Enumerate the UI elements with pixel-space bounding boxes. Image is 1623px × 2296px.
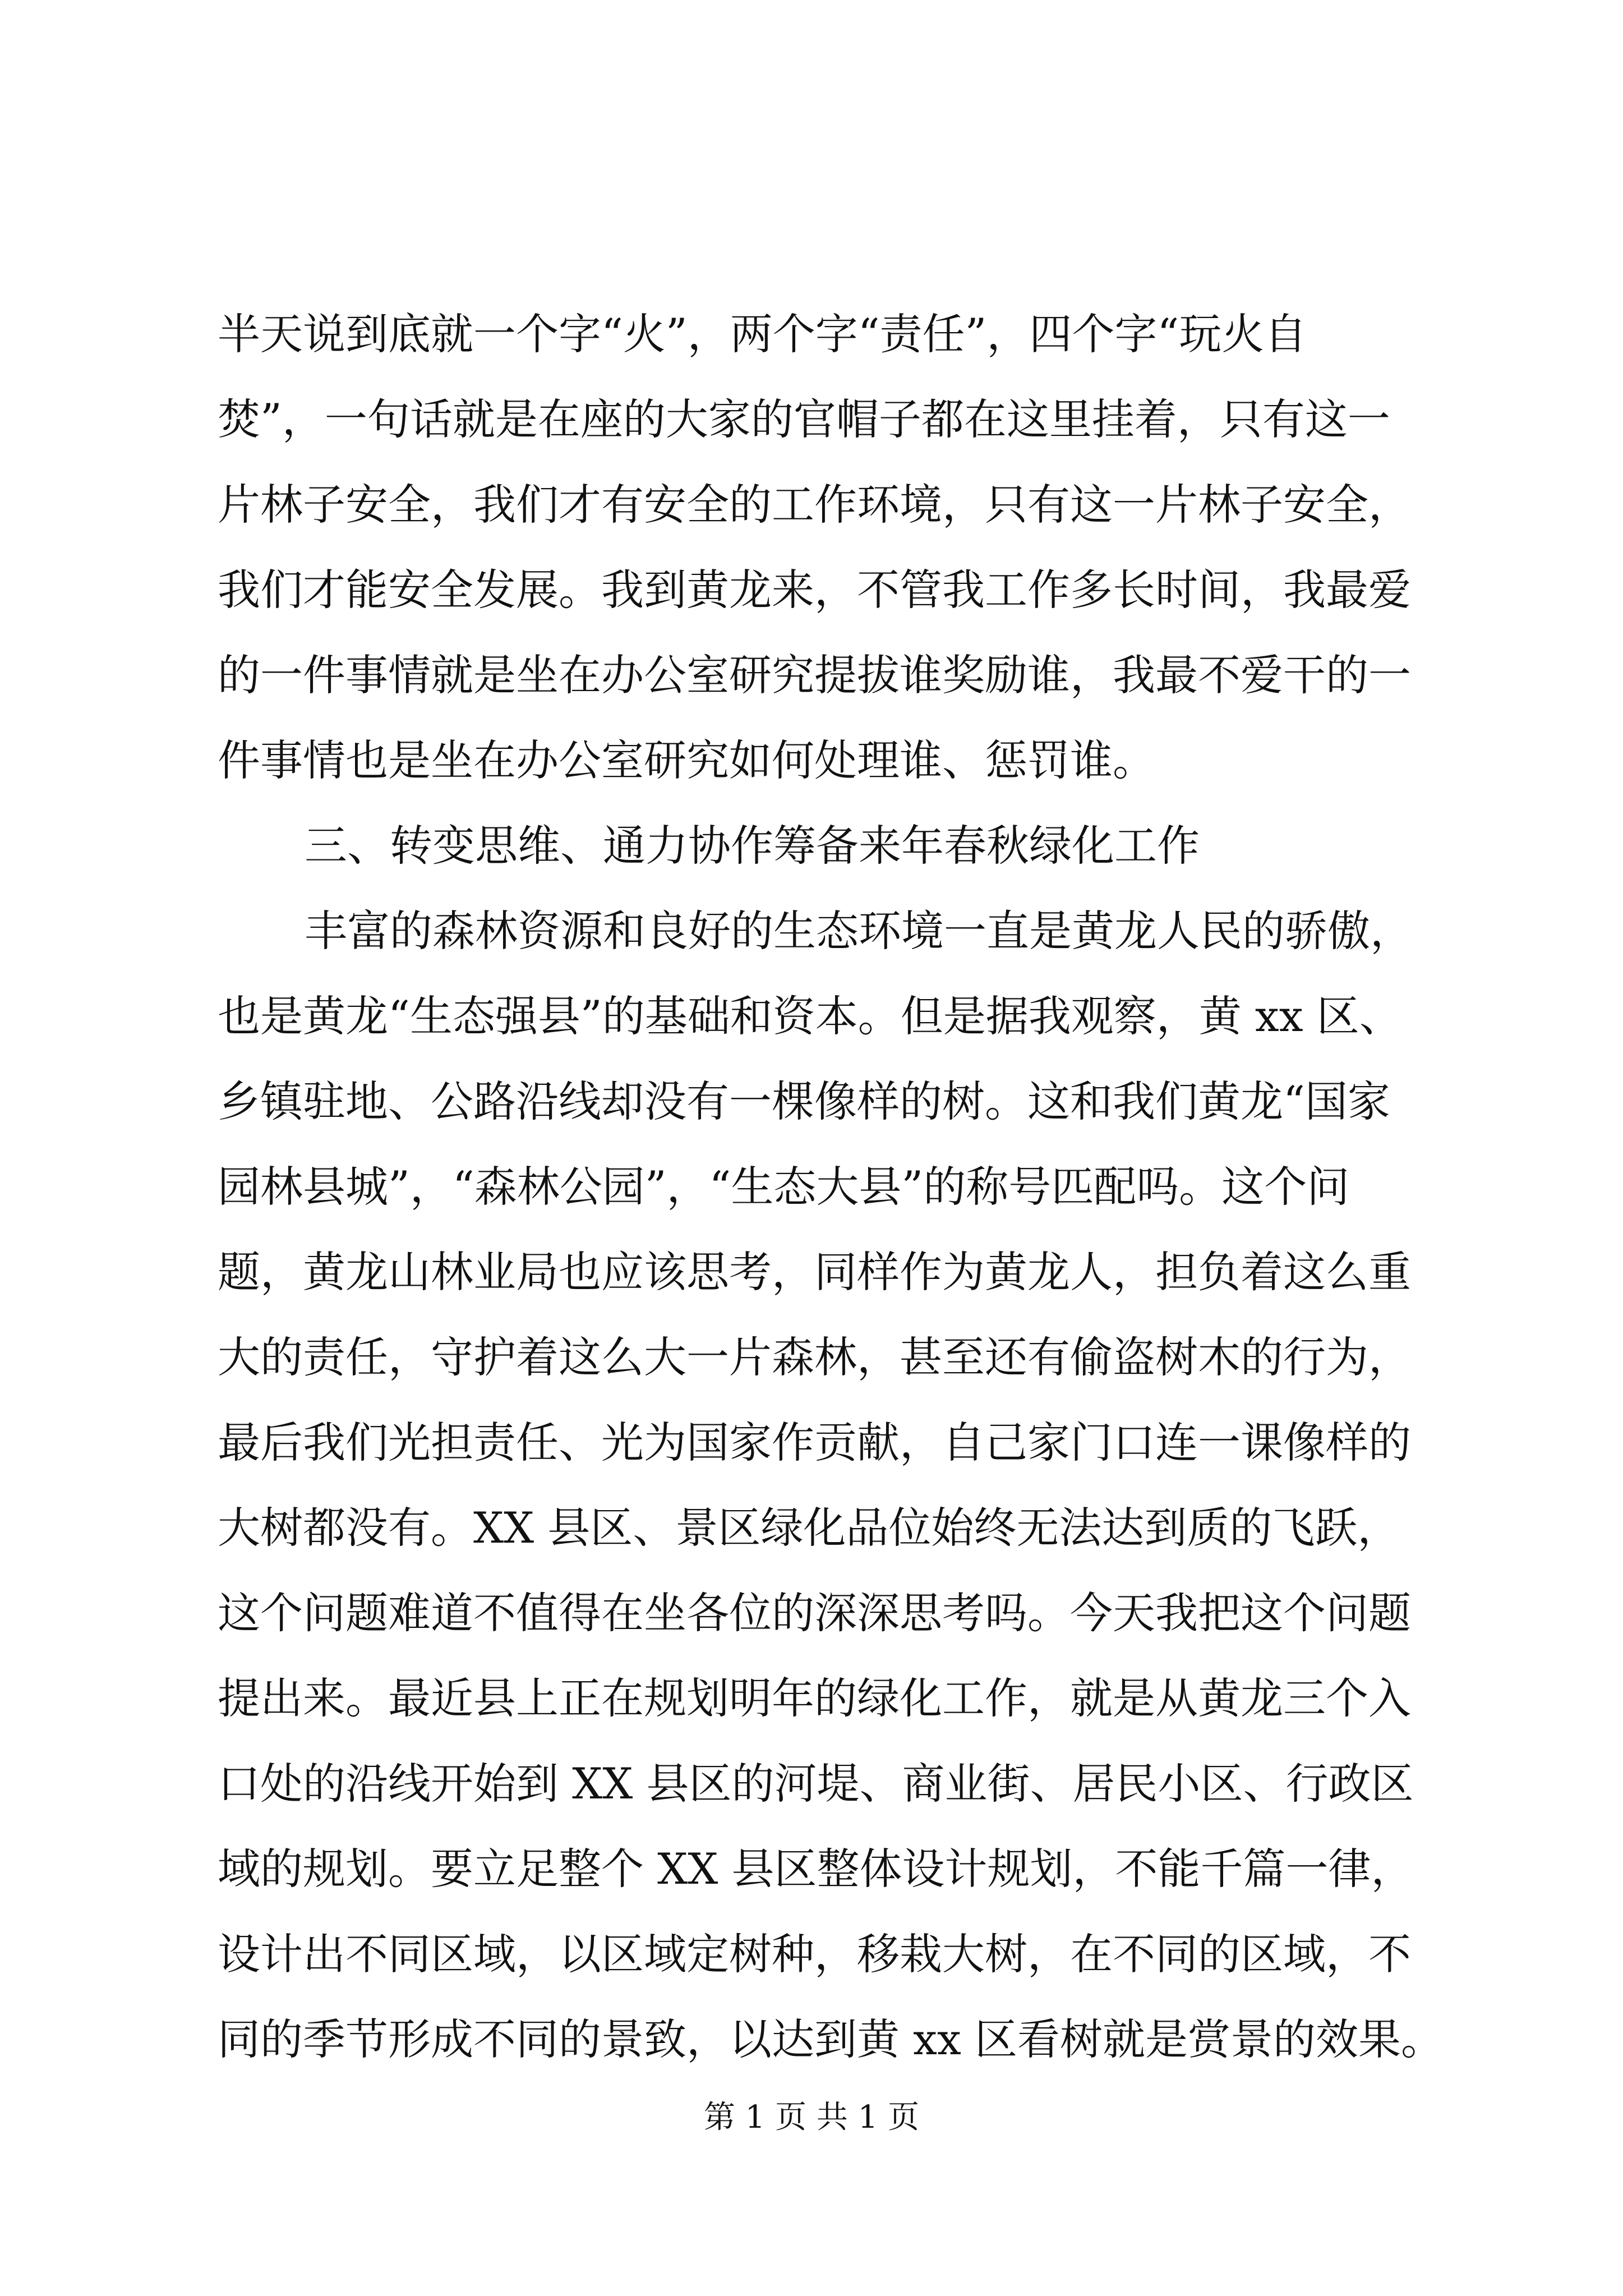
text-line: 这个问题难道不值得在坐各位的深深思考吗。今天我把这个问题 [218, 1588, 1411, 1638]
text-line: 也是黄龙“生态强县”的基础和资本。但是据我观察，黄 xx 区、 [218, 991, 1402, 1041]
text-line: 题，黄龙山林业局也应该思考，同样作为黄龙人，担负着这么重 [218, 1247, 1411, 1297]
body-text [218, 292, 1444, 2082]
text-line: 焚”，一句话就是在座的大家的官帽子都在这里挂着，只有这一 [218, 394, 1390, 444]
text-line: 最后我们光担责任、光为国家作贡献，自己家门口连一课像样的 [218, 1418, 1411, 1467]
text-line: 提出来。最近县上正在规划明年的绿化工作，就是从黄龙三个入 [218, 1673, 1411, 1723]
text-line: 乡镇驻地、公路沿线却没有一棵像样的树。这和我们黄龙“国家 [218, 1076, 1390, 1126]
section-heading: 三、转变思维、通力协作筹备来年春秋绿化工作 [305, 821, 1200, 871]
text-line: 件事情也是坐在办公室研究如何处理谁、惩罚谁。 [218, 735, 1155, 785]
text-line: 半天说到底就一个字“火”，两个字“责任”，四个字“玩火自 [218, 309, 1307, 359]
text-line: 大树都没有。XX 县区、景区绿化品位始终无法达到质的飞跃， [218, 1503, 1400, 1553]
text-line: 的一件事情就是坐在办公室研究提拔谁奖励谁，我最不爱干的一 [218, 650, 1411, 700]
text-line: 同的季节形成不同的景致，以达到黄 xx 区看树就是赏景的效果。 [218, 2014, 1444, 2064]
text-line: 园林县城”，“森林公园”，“生态大县”的称号匹配吗。这个问 [218, 1162, 1350, 1212]
text-line: 口处的沿线开始到 XX 县区的河堤、商业街、居民小区、行政区 [218, 1759, 1414, 1809]
page-footer: 第 1 页 共 1 页 [703, 2099, 920, 2136]
text-line: 大的责任，守护着这么大一片森林，甚至还有偷盗树木的行为， [218, 1332, 1411, 1382]
text-line: 片林子安全，我们才有安全的工作环境，只有这一片林子安全， [218, 480, 1411, 530]
text-line: 丰富的森林资源和良好的生态环境一直是黄龙人民的骄傲， [305, 906, 1413, 956]
text-line: 我们才能安全发展。我到黄龙来，不管我工作多长时间，我最爱 [218, 565, 1411, 615]
text-line: 域的规划。要立足整个 XX 县区整体设计规划，不能千篇一律， [218, 1844, 1414, 1894]
text-line: 设计出不同区域，以区域定树种，移栽大树，在不同的区域，不 [218, 1929, 1411, 1979]
